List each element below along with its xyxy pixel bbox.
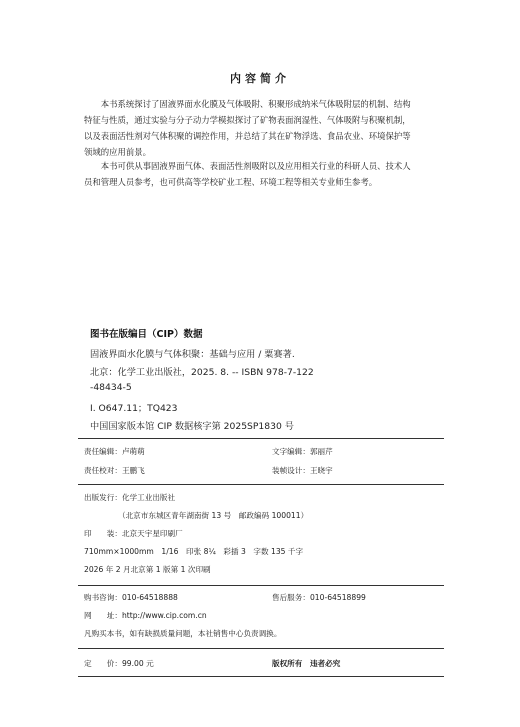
price-value: 99.00 元	[121, 659, 154, 668]
summary-paragraph-1	[84, 96, 444, 160]
publisher-row	[84, 492, 175, 503]
cip-line-publisher: 北京：化学工业出版社，2025. 8. -- ISBN 978-7-122	[90, 367, 314, 378]
editor-row-1	[84, 446, 145, 457]
divider-rule	[78, 438, 444, 439]
summary-p1-line: 以及表面活性剂对气体积聚的调控作用，并总结了其在矿物浮选、食品农业、环境保护等	[84, 131, 411, 141]
publisher: 化学工业出版社	[121, 493, 176, 502]
divider-rule	[78, 484, 444, 485]
consult-label: 购书咨询：	[84, 593, 122, 602]
text-editor-row	[272, 446, 333, 457]
cip-line-title: 固液界面水化膜与气体积聚：基础与应用 / 粟赛著.	[90, 349, 295, 360]
service-phone: 010-64518899	[309, 593, 366, 602]
responsible-editor: 卢萌萌	[121, 447, 145, 456]
summary-p1-line: 领域的应用前景。	[84, 147, 151, 157]
price-label: 定 价：	[84, 659, 122, 668]
divider-rule	[78, 585, 444, 586]
replacement-notice: 凡购买本书，如有缺损质量问题，本社销售中心负责调换。	[84, 629, 282, 638]
publisher-label: 出版发行：	[84, 493, 122, 502]
divider-rule	[78, 648, 444, 649]
printer-row	[84, 528, 183, 539]
summary-paragraph-2	[84, 158, 444, 190]
text-editor-label: 文字编辑：	[272, 447, 310, 456]
service-label: 售后服务：	[272, 593, 310, 602]
copyright-notice: 版权所有 违者必究	[272, 659, 341, 668]
consult-row	[84, 592, 178, 603]
summary-p2-line: 本书可供从事固液界面气体、表面活性剂吸附以及应用相关行业的科研人员、技术人	[84, 161, 411, 171]
proofreader-row	[84, 465, 145, 476]
designer: 王晓宇	[309, 466, 333, 475]
responsible-editor-label: 责任编辑：	[84, 447, 122, 456]
print-label: 印 装：	[84, 529, 122, 538]
cip-line-classification: Ⅰ. O647.11；TQ423	[90, 403, 178, 414]
summary-title: 内容简介	[230, 72, 290, 85]
price-row	[84, 658, 154, 669]
publisher-address: （北京市东城区青年湖南街 13 号 邮政编码 100011）	[118, 511, 309, 520]
cip-line-record: 中国国家版本馆 CIP 数据核字第 2025SP1830 号	[90, 421, 294, 432]
website-label: 网 址：	[84, 611, 122, 620]
edition-row: 2026 年 2 月北京第 1 版第 1 次印刷	[84, 565, 211, 574]
website-row	[84, 610, 207, 621]
cip-heading: 图书在版编目（CIP）数据	[90, 329, 203, 340]
proofreader-label: 责任校对：	[84, 466, 122, 475]
summary-p1-line: 特征与性质，通过实验与分子动力学模拟探讨了矿物表面润湿性、气体吸附与积聚机制，	[84, 115, 411, 125]
proofreader: 王鹏飞	[121, 466, 145, 475]
consult-phone: 010-64518888	[121, 593, 178, 602]
summary-p2-line: 员和管理人员参考，也可供高等学校矿业工程、环境工程等相关专业师生参考。	[84, 177, 378, 187]
service-row	[272, 592, 366, 603]
divider-rule	[78, 676, 444, 677]
printer: 北京天宇星印刷厂	[121, 529, 183, 538]
cip-line-isbn: -48434-5	[90, 382, 132, 393]
text-editor: 郭丽芹	[309, 447, 333, 456]
summary-p1-line: 本书系统探讨了固液界面水化膜及气体吸附、积聚形成纳米气体吸附层的机制、结构	[84, 99, 411, 109]
format-row: 710mm×1000mm 1/16 印张 8¼ 彩插 3 字数 135 千字	[84, 547, 304, 556]
website[interactable]: http://www.cip.com.cn	[121, 611, 207, 620]
designer-label: 装帧设计：	[272, 466, 310, 475]
designer-row	[272, 465, 333, 476]
